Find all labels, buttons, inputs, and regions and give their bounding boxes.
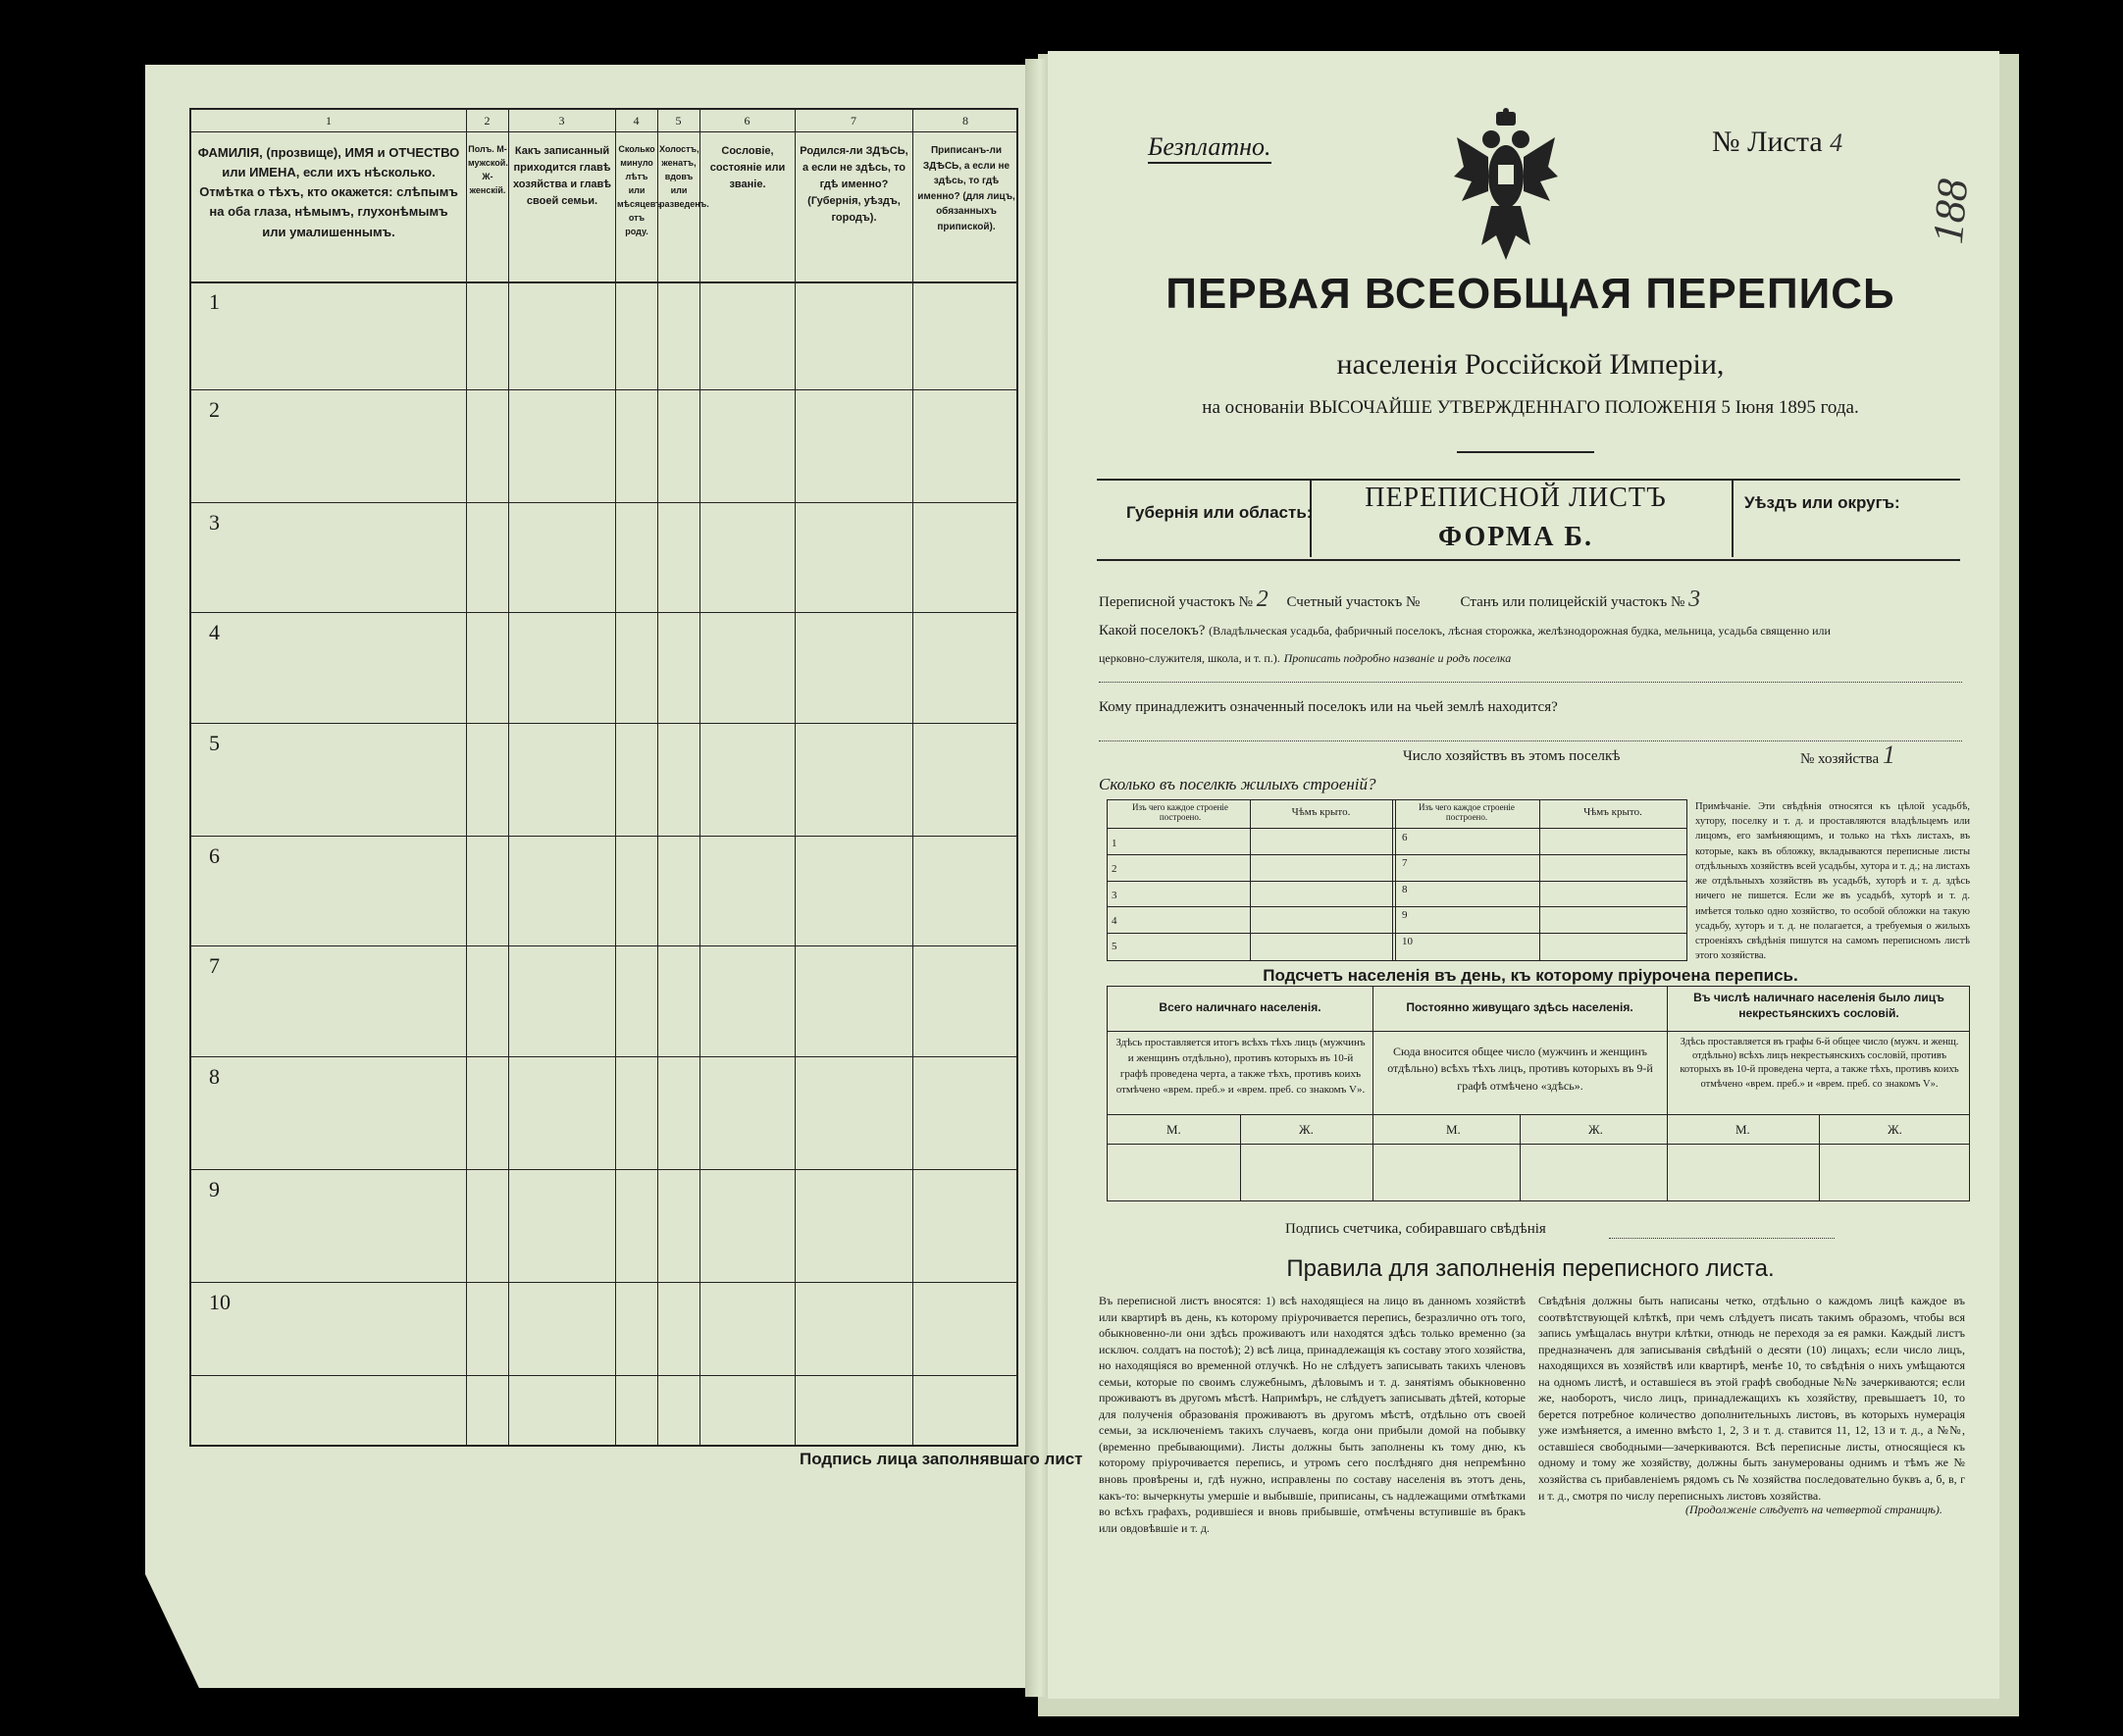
male-label: М. <box>1446 1122 1461 1137</box>
row-divider <box>1108 933 1686 934</box>
col-divider <box>912 110 913 1445</box>
row-divider <box>191 389 1016 390</box>
row-number: 10 <box>209 1290 231 1314</box>
row-divider <box>1108 828 1686 829</box>
gubernia-label: Губернія или область: <box>1126 503 1313 522</box>
row-number: 5 <box>209 731 220 755</box>
households-label: Число хозяйствъ въ этомъ поселкѣ <box>1403 748 1621 764</box>
counting-district-label: Счетный участокъ № <box>1286 594 1421 610</box>
col-number: 2 <box>484 114 491 128</box>
col-divider <box>1520 1114 1521 1200</box>
pop-header-permanent: Постоянно живущаго здѣсь населенія. <box>1406 1000 1633 1014</box>
row-number: 9 <box>209 1177 220 1201</box>
police-district-label: Станъ или полицейскій участокъ № <box>1460 594 1685 610</box>
bld-header: Чѣмъ крыто. <box>1583 806 1642 818</box>
col-header-registration: Приписанъ-ли ЗДѢСЬ, а если не здѣсь, то гдѣ именно? (для лицъ, обязанныхъ припиской). <box>917 145 1015 232</box>
bld-header: Изъ чего каждое строеніе построено. <box>1132 802 1228 822</box>
bld-row-number: 3 <box>1112 890 1117 901</box>
female-label: Ж. <box>1588 1122 1603 1137</box>
dotted-line <box>1609 1238 1835 1239</box>
census-table <box>189 108 1018 1447</box>
settlement-note: (Владѣльческая усадьба, фабричный поселокъ, лѣсная сторожка, желѣзнодорожная будка, мельница, усадьба священно или <box>1209 624 1831 638</box>
census-subtitle: населенія Россійской Имперіи, <box>1336 348 1725 381</box>
col-number: 5 <box>675 114 682 128</box>
pop-header-present: Всего наличнаго населенія. <box>1159 1000 1321 1014</box>
bld-row-number: 8 <box>1402 884 1408 895</box>
row-number: 6 <box>209 843 220 868</box>
bld-row-number: 6 <box>1402 832 1408 843</box>
rules-continuation: (Продолженіе слѣдуетъ на четвертой страницѣ). <box>1685 1503 1942 1516</box>
bld-row-number: 9 <box>1402 909 1408 921</box>
col-divider <box>657 110 658 1445</box>
owner-label: Кому принадлежитъ означенный поселокъ или на чьей землѣ находится? <box>1099 699 1558 715</box>
buildings-note: Примѣчаніе. Эти свѣдѣнія относятся къ цѣлой усадьбѣ, хутору, поселку и т. д. и проставляются владѣльцемъ или лицомъ, его замѣняющимъ, и только на тѣхъ листахъ, въ которые, какъ въ обложку, вкладываются переписные листы отдѣльныхъ хозяйствъ всей усадьбы, хутора и т. д.; на листахъ же отдѣльныхъ хозяйствъ въ усадьбѣ, хуторѣ и т. д. здѣсь ничего не пишется. Если же въ усадьбѣ, хуторѣ и т. д. имѣется только одно хозяйство, то особой обложки на такую усадьбу, хуторъ и т. д. не полагается, а требуемыя о жилыхъ строеніяхъ свѣдѣнія пишутся на самомъ переписномъ листѣ этого хозяйства. <box>1695 801 1970 962</box>
col-header-estate: Сословіе, состояніе или званіе. <box>709 145 786 191</box>
row-divider <box>191 1375 1016 1376</box>
pop-header-non-peasant: Въ числѣ наличнаго населенія было лицъ некрестьянскихъ сословій. <box>1693 991 1944 1020</box>
bld-row-number: 5 <box>1112 941 1117 952</box>
household-number-line <box>1800 740 1895 770</box>
col-number: 7 <box>851 114 856 128</box>
col-divider <box>466 110 467 1445</box>
enumeration-district-value: 2 <box>1256 587 1269 612</box>
dotted-line <box>1099 682 1962 683</box>
bld-row-number: 7 <box>1402 857 1408 869</box>
uezd-label: Уѣздъ или округъ: <box>1744 493 1900 512</box>
col-header-name: ФАМИЛІЯ, (прозвище), ИМЯ и ОТЧЕСТВО или ИМЕНА, если ихъ нѣсколько. Отмѣтка о тѣхъ, кто окажется: слѣпымъ на оба глаза, нѣмымъ, глухонѣмымъ или умалишеннымъ. <box>197 145 460 239</box>
sheet-number-handwritten: 4 <box>1830 128 1843 157</box>
col-divider <box>1667 987 1668 1200</box>
sheet-number <box>1712 126 1842 159</box>
col-header-age: Сколько минуло лѣтъ или мѣсяцевъ отъ роду. <box>617 144 662 236</box>
rules-left-column: Въ переписной листъ вносятся: 1) всѣ находящіеся на лицо въ данномъ хозяйствѣ или квартирѣ въ день, къ которому пріурочивается перепись, безразлично отъ того, обыкновенно-ли они здѣсь проживаютъ или находятся здѣсь только временно (за исключ. солдатъ на постоѣ); 2) всѣ лица, принадлежащія къ составу этого хозяйства, но находящіяся во временной отлучкѣ. Но не слѣдуетъ записывать такихъ членовъ семьи, которые по своимъ служебнымъ, дѣловымъ и т. д. занятіямъ обыкновенно проживаютъ въ другомъ мѣстѣ. Напримѣръ, не слѣдуетъ записывать дѣтей, которые для полученія образованія проживаютъ въ другомъ мѣстѣ, отдѣльно отъ своей семьи, за исключеніемъ такихъ случаевъ, когда они прибыли домой на побывку (временно пребывающими). Листы должны быть заполнены къ тому дню, къ которому пріурочивается перепись, и утромъ сего послѣдняго дня непремѣнно вновь провѣрены и, гдѣ нужно, исправлены по составу населенія въ этотъ день, какъ-то: вычеркнуты умершіе и выбывшіе, приписаны, съ надлежащими отмѣтками во всѣхъ графахъ, родившіеся и вновь прибывшіе, отмѣчены вступившіе въ бракъ или овдовѣвшіе и т. д. <box>1099 1294 1526 1535</box>
enumerator-signature-label: Подпись счетчика, собиравшаго свѣдѣнія <box>1285 1221 1546 1237</box>
row-divider <box>1108 1031 1969 1032</box>
row-divider <box>191 945 1016 946</box>
bld-row-number: 1 <box>1112 838 1117 849</box>
row-divider <box>1108 881 1686 882</box>
rules-title: Правила для заполненія переписного листа. <box>1286 1255 1775 1282</box>
settlement-label: Какой поселокъ? <box>1099 623 1206 638</box>
buildings-table <box>1107 799 1687 961</box>
row-number: 3 <box>209 510 220 535</box>
filler-signature-label: Подпись лица заполнявшаго лист <box>800 1450 1083 1468</box>
household-number-value: 1 <box>1882 740 1895 769</box>
male-label: М. <box>1166 1122 1181 1137</box>
form-title: ПЕРЕПИСНОЙ ЛИСТЪ <box>1365 483 1667 513</box>
col-number: 1 <box>326 114 332 128</box>
sheet-number-label: № Листа <box>1712 126 1823 158</box>
row-divider <box>191 1169 1016 1170</box>
police-district-value: 3 <box>1688 587 1701 612</box>
rules-right-column: Свѣдѣнія должны быть написаны четко, отдѣльно о каждомъ лицѣ каждое въ соотвѣтствующей клѣткѣ, при чемъ слѣдуетъ писать такимъ образомъ, чтобы вся запись умѣщалась внутри клѣтки, отнюдь не переходя за ея рамки. Каждый листъ предназначенъ для записыванія свѣдѣній о десяти (10) лицахъ; если число лицъ, находящихся въ хозяйствѣ или квартирѣ, менѣе 10, то свѣдѣнія о нихъ умѣщаются на одномъ листѣ, и оставшіеся въ этой графѣ свободные №№ зачеркиваются; если же, наоборотъ, число лицъ, принадлежащихъ къ хозяйству, превышаетъ 10, то берется потребное количество дополнительныхъ листовъ, въ которыхъ нумерація уже измѣняется, а именно вмѣсто 1, 2, 3 и т. д. ставится 11, 12, 13 и т. д., а №№, оставшіеся свободными—зачеркиваются. Всѣ переписные листы, относящіеся къ одному и тому же хозяйству, должны быть занумерованы однимъ и тѣмъ же № хозяйства съ прибавленіемъ рядомъ съ № хозяйства последовательно буквъ а, б, в, г и т. д., смотря по числу переписныхъ листовъ хозяйства. <box>1538 1294 1965 1503</box>
pop-desc-present: Здѣсь проставляется итогъ всѣхъ тѣхъ лицъ (мужчинъ и женщинъ отдѣльно), противъ которыхъ въ 10-й графѣ проведена черта, а также тѣхъ, противъ коихъ отмѣчено «врем. преб.» и «врем. преб. со знакомъ V». <box>1115 1037 1366 1096</box>
female-label: Ж. <box>1888 1122 1902 1137</box>
form-subtitle: ФОРМА Б. <box>1438 522 1593 552</box>
population-count-table <box>1107 986 1970 1201</box>
col-number: 6 <box>744 114 751 128</box>
col-divider <box>508 110 509 1445</box>
basis-line: на основаніи ВЫСОЧАЙШЕ УТВЕРЖДЕННАГО ПОЛОЖЕНІЯ 5 Іюня 1895 года. <box>1202 397 1859 418</box>
divider <box>1732 479 1734 557</box>
row-divider <box>191 1056 1016 1057</box>
enumeration-district-line <box>1099 587 1700 613</box>
row-divider <box>191 836 1016 837</box>
col-number: 3 <box>558 114 565 128</box>
female-label: Ж. <box>1299 1122 1314 1137</box>
col-divider <box>1372 987 1373 1200</box>
col-divider <box>1240 1114 1241 1200</box>
household-number-label: № хозяйства <box>1800 751 1880 767</box>
col-header-marital: Холостъ, женатъ, вдовъ или разведенъ. <box>659 144 709 209</box>
bld-header: Чѣмъ крыто. <box>1291 806 1351 818</box>
free-label: Безплатно. <box>1148 132 1271 164</box>
pop-desc-permanent: Сюда вносится общее число (мужчинъ и женщинъ отдѣльно) всѣхъ тѣхъ лицъ, противъ которыхъ въ 9-й графѣ отмѣчено «здѣсь». <box>1387 1045 1653 1093</box>
margin-handwritten-number: 188 <box>1923 177 1978 246</box>
row-number: 8 <box>209 1064 220 1089</box>
col-divider <box>699 110 700 1445</box>
divider <box>1457 451 1594 453</box>
col-number: 4 <box>633 114 640 128</box>
bld-header: Изъ чего каждое строеніе построено. <box>1419 802 1515 822</box>
buildings-label: Сколько въ поселкѣ жилыхъ строеній? <box>1099 775 1376 793</box>
row-number: 2 <box>209 397 220 422</box>
pop-desc-non-peasant: Здѣсь проставляется въ графы 6-й общее число (мужч. и женщ. отдѣльно) всѣхъ лицъ некрестьянскихъ сословій, противъ которыхъ въ 10-й проведена черта, а также тѣхъ, противъ коихъ отмѣчено «врем. преб.» и «врем. преб. со знакомъ V». <box>1680 1037 1959 1090</box>
row-divider <box>191 281 1016 283</box>
row-divider <box>191 131 1016 132</box>
col-divider <box>1819 1114 1820 1200</box>
row-divider <box>1108 1114 1969 1115</box>
settlement-line-2 <box>1099 650 1511 667</box>
row-divider <box>1108 1144 1969 1145</box>
bld-row-number: 2 <box>1112 863 1117 875</box>
population-count-title: Подсчетъ населенія въ день, къ которому пріурочена перепись. <box>1263 966 1798 985</box>
row-divider <box>191 1282 1016 1283</box>
col-number: 8 <box>962 114 968 128</box>
male-label: М. <box>1735 1122 1750 1137</box>
settlement-note-2: церковно-служителя, школа, и т. п.). <box>1099 651 1280 665</box>
row-divider <box>191 502 1016 503</box>
enumeration-district-label: Переписной участокъ № <box>1099 594 1253 610</box>
row-divider <box>191 612 1016 613</box>
double-headed-eagle-icon <box>1452 108 1560 265</box>
row-number: 4 <box>209 620 220 644</box>
row-divider <box>191 723 1016 724</box>
settlement-note-3: Прописать подробно названіе и родъ поселка <box>1283 651 1512 665</box>
col-header-sex: Полъ. М-мужской. Ж-женскій. <box>468 144 508 195</box>
col-divider <box>615 110 616 1445</box>
row-number: 1 <box>209 289 220 314</box>
bld-row-number: 10 <box>1402 936 1413 947</box>
row-divider <box>1108 854 1686 855</box>
settlement-line <box>1099 623 1831 639</box>
row-divider <box>1108 906 1686 907</box>
col-header-birthplace: Родился-ли ЗДѢСЬ, а если не здѣсь, то гдѣ именно? (Губернія, уѣздъ, городъ). <box>800 145 908 225</box>
census-title: ПЕРВАЯ ВСЕОБЩАЯ ПЕРЕПИСЬ <box>1165 270 1895 318</box>
col-divider <box>795 110 796 1445</box>
bld-row-number: 4 <box>1112 915 1117 927</box>
row-number: 7 <box>209 953 220 978</box>
col-header-relation: Какъ записанный приходится главѣ хозяйства и главѣ своей семьи. <box>512 145 612 208</box>
